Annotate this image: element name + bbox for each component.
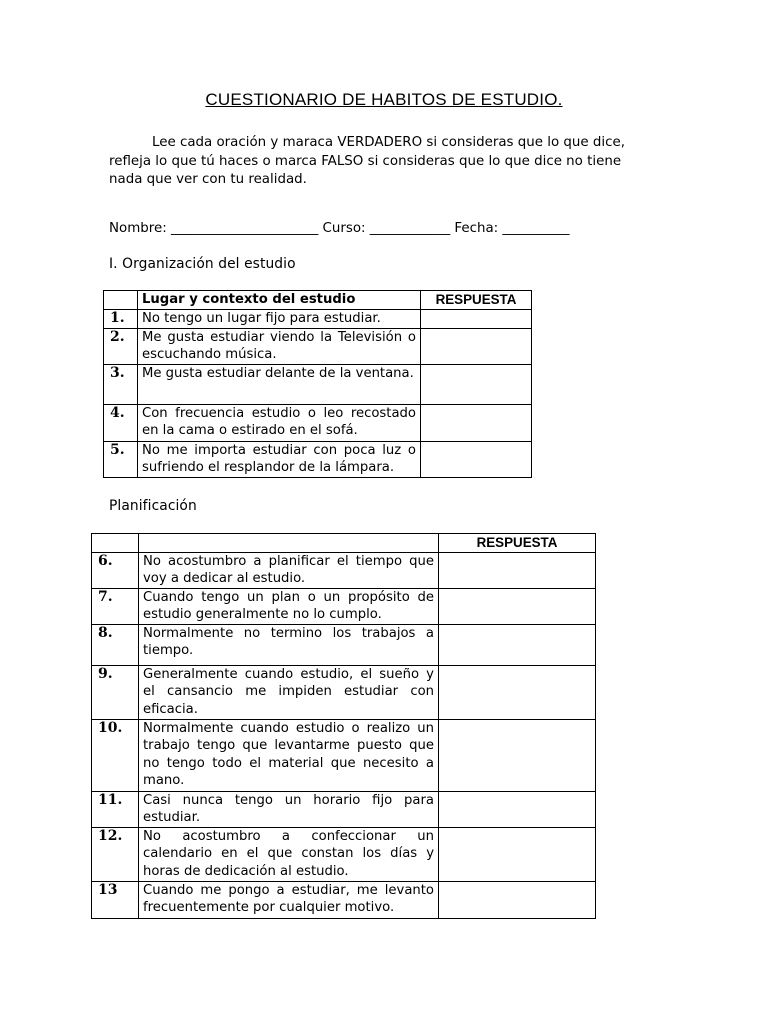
document-title: CUESTIONARIO DE HABITOS DE ESTUDIO. bbox=[205, 90, 563, 109]
table-row bbox=[92, 624, 596, 665]
question-text: No me importa estudiar con poca luz o sufriendo el resplandor de la lámpara. bbox=[138, 441, 421, 477]
answer-cell[interactable] bbox=[439, 881, 596, 918]
answer-cell[interactable] bbox=[439, 665, 596, 719]
section-heading-organizacion: I. Organización del estudio bbox=[109, 256, 296, 272]
answer-cell[interactable] bbox=[439, 827, 596, 881]
question-text: Me gusta estudiar viendo la Televisión o escuchando música. bbox=[138, 328, 421, 364]
table-header-row bbox=[92, 534, 596, 553]
question-number: 6. bbox=[92, 552, 139, 588]
question-text: No tengo un lugar fijo para estudiar. bbox=[138, 310, 421, 329]
question-text: Me gusta estudiar delante de la ventana. bbox=[138, 364, 421, 404]
question-text: Con frecuencia estudio o leo recostado en la cama o estirado en el sofá. bbox=[138, 404, 421, 441]
answer-cell[interactable] bbox=[421, 310, 532, 329]
table-row bbox=[92, 881, 596, 918]
student-fields-line[interactable]: Nombre: ______________________ Curso: ____________ Fecha: __________ bbox=[109, 221, 570, 236]
question-number: 9. bbox=[92, 665, 139, 719]
table-row bbox=[92, 719, 596, 791]
table-row bbox=[104, 404, 532, 441]
question-text: No acostumbro a confeccionar un calendario en el que constan los días y horas de dedicación al estudio. bbox=[139, 827, 439, 881]
column-header-topic: Lugar y contexto del estudio bbox=[138, 291, 421, 310]
table-header-row bbox=[104, 291, 532, 310]
table-row bbox=[104, 328, 532, 364]
answer-cell[interactable] bbox=[421, 404, 532, 441]
answer-cell[interactable] bbox=[439, 624, 596, 665]
section-heading-planificacion: Planificación bbox=[109, 498, 197, 514]
question-text: No acostumbro a planificar el tiempo que voy a dedicar al estudio. bbox=[139, 552, 439, 588]
header-empty-cell bbox=[104, 291, 138, 310]
answer-cell[interactable] bbox=[421, 441, 532, 477]
question-number: 5. bbox=[104, 441, 138, 477]
question-number: 11. bbox=[92, 791, 139, 827]
question-number: 12. bbox=[92, 827, 139, 881]
question-text: Cuando tengo un plan o un propósito de estudio generalmente no lo cumplo. bbox=[139, 588, 439, 624]
question-number: 3. bbox=[104, 364, 138, 404]
instructions bbox=[109, 134, 649, 190]
answer-cell[interactable] bbox=[439, 552, 596, 588]
question-number: 2. bbox=[104, 328, 138, 364]
question-text: Casi nunca tengo un horario fijo para estudiar. bbox=[139, 791, 439, 827]
question-text: Cuando me pongo a estudiar, me levanto frecuentemente por cualquier motivo. bbox=[139, 881, 439, 918]
answer-cell[interactable] bbox=[421, 364, 532, 404]
table-row bbox=[92, 552, 596, 588]
table-row bbox=[92, 588, 596, 624]
column-header-answer: RESPUESTA bbox=[439, 534, 596, 553]
table-row bbox=[104, 364, 532, 404]
answer-cell[interactable] bbox=[439, 791, 596, 827]
question-text: Generalmente cuando estudio, el sueño y el cansancio me impiden estudiar con eficacia. bbox=[139, 665, 439, 719]
question-text: Normalmente cuando estudio o realizo un trabajo tengo que levantarme puesto que no tengo todo el material que necesito a mano. bbox=[139, 719, 439, 791]
question-number: 10. bbox=[92, 719, 139, 791]
table-row bbox=[92, 827, 596, 881]
column-header-answer: RESPUESTA bbox=[421, 291, 532, 310]
header-empty-cell bbox=[139, 534, 439, 553]
planificacion-table bbox=[91, 533, 596, 919]
table-row bbox=[92, 791, 596, 827]
table-row bbox=[92, 665, 596, 719]
table-row bbox=[104, 310, 532, 329]
question-text: Normalmente no termino los trabajos a tiempo. bbox=[139, 624, 439, 665]
question-number: 7. bbox=[92, 588, 139, 624]
question-number: 1. bbox=[104, 310, 138, 329]
answer-cell[interactable] bbox=[439, 719, 596, 791]
question-number: 13 bbox=[92, 881, 139, 918]
question-number: 8. bbox=[92, 624, 139, 665]
header-empty-cell bbox=[92, 534, 139, 553]
table-row bbox=[104, 441, 532, 477]
organizacion-table bbox=[103, 290, 532, 478]
answer-cell[interactable] bbox=[421, 328, 532, 364]
question-number: 4. bbox=[104, 404, 138, 441]
answer-cell[interactable] bbox=[439, 588, 596, 624]
instructions-text: Lee cada oración y maraca VERDADERO si consideras que lo que dice, refleja lo que tú haces o marca FALSO si consideras que lo que dice no tiene nada que ver con tu realidad. bbox=[109, 135, 625, 187]
